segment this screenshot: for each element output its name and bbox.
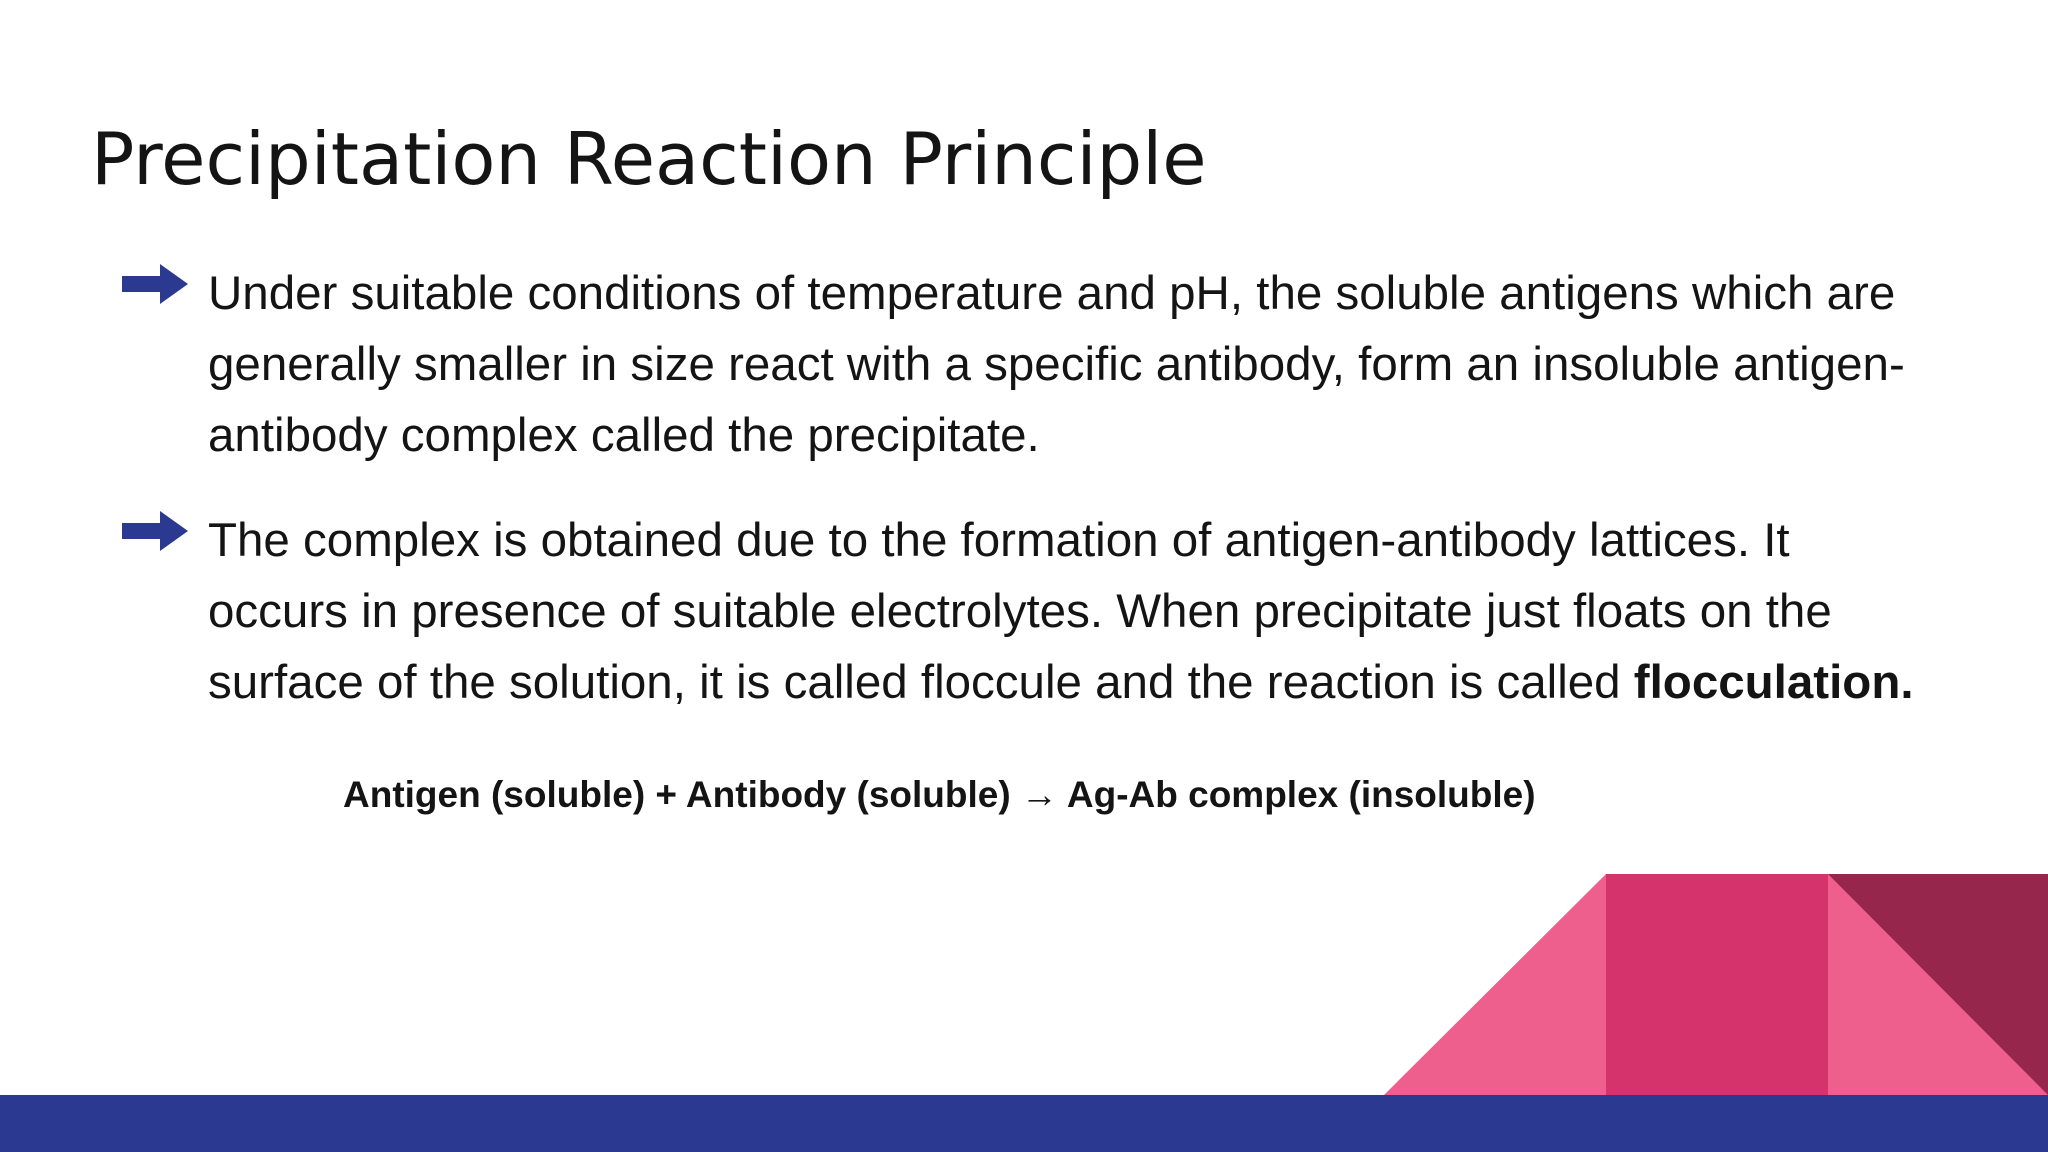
reaction-equation: Antigen (soluble) + Antibody (soluble) → Ag-Ab complex (insoluble) xyxy=(343,774,1536,815)
slide-title: Precipitation Reaction Principle xyxy=(91,117,1207,201)
bullet-line: antibody complex called the precipitate. xyxy=(208,409,1040,462)
decor-magenta-block xyxy=(1606,874,1828,1095)
bullet-line: The complex is obtained due to the formation of antigen-antibody lattices. It xyxy=(208,514,1790,567)
bullet-line: Under suitable conditions of temperature and pH, the soluble antigens which are xyxy=(208,267,1896,320)
emphasis-term: flocculation. xyxy=(1633,656,1914,709)
bullet-line-text: surface of the solution, it is called floccule and the reaction is called xyxy=(208,656,1634,709)
bottom-bar xyxy=(0,1095,2048,1152)
decor-pink-triangle xyxy=(1384,874,1606,1095)
bullet-line: occurs in presence of suitable electrolytes. When precipitate just floats on the xyxy=(208,585,1832,638)
bullet-line: generally smaller in size react with a specific antibody, form an insoluble antigen- xyxy=(208,338,1905,391)
